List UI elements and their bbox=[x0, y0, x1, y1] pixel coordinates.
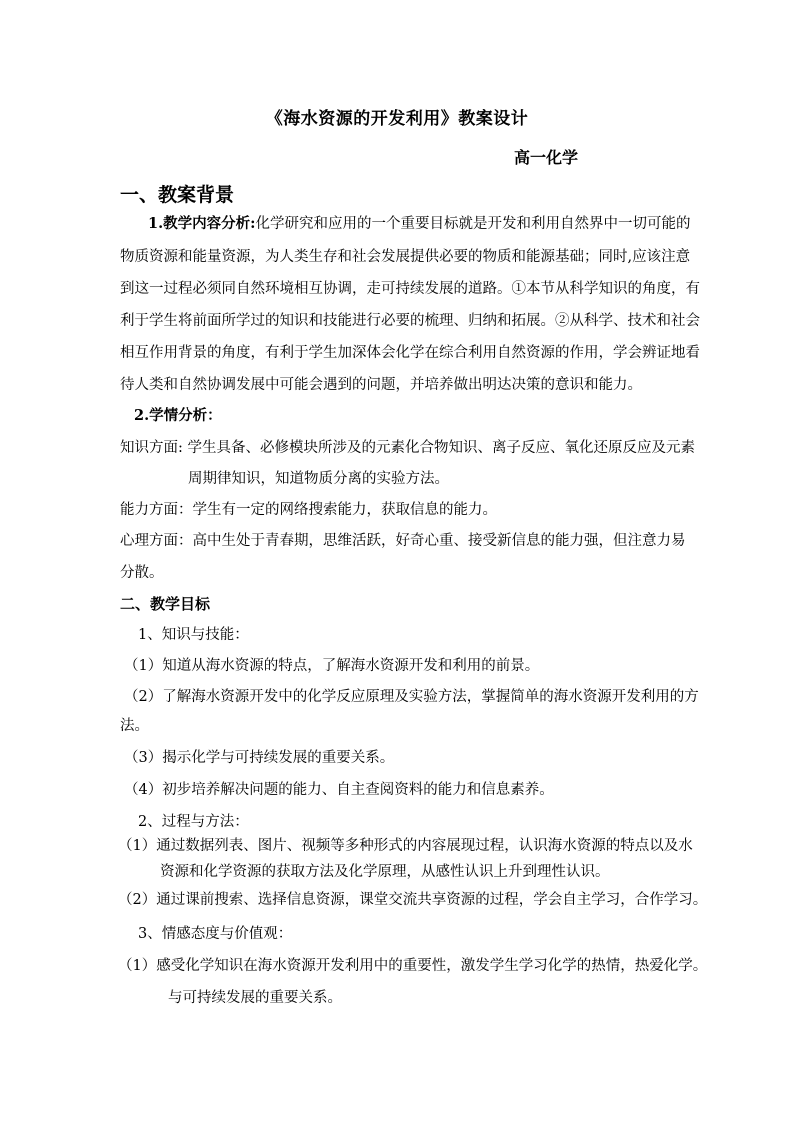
objective-item: （2）通过课前搜索、选择信息资源，课堂交流共享资源的过程，学会自主学习，合作学习。 bbox=[118, 892, 708, 908]
content-analysis-text: 化学研究和应用的一个重要目标就是开发和利用自然界中一切可能的 bbox=[255, 216, 691, 232]
paragraph-line: 物质资源和能量资源，为人类生存和社会发展提供必要的物质和能源基础；同时,应该注意 bbox=[120, 249, 691, 265]
objective-item: （3）揭示化学与可持续发展的重要关系。 bbox=[124, 750, 395, 766]
objective-item: 资源和化学资源的获取方法及化学原理，从感性认识上升到理性认识。 bbox=[160, 864, 610, 880]
paragraph-line: 到这一过程必须同自然环境相互协调，走可持续发展的道路。①本节从科学知识的角度，有 bbox=[120, 281, 700, 297]
objective-subheading-attitude: 3、情感态度与价值观： bbox=[138, 926, 293, 942]
objective-item: （1）感受化学知识在海水资源开发利用中的重要性，激发学生学习化学的热情，热爱化学。 bbox=[118, 958, 708, 974]
psychology-aspect-line: 分散。 bbox=[120, 565, 164, 581]
ability-aspect-line: 能力方面：学生有一定的网络搜索能力，获取信息的能力。 bbox=[120, 502, 497, 518]
objective-item: （1）通过数据列表、图片、视频等多种形式的内容展现过程，认识海水资源的特点以及水 bbox=[118, 838, 693, 854]
learner-analysis-label: 2.学情分析： bbox=[134, 407, 222, 424]
objective-item: （4）初步培养解决问题的能力、自主查阅资料的能力和信息素养。 bbox=[124, 782, 554, 798]
objective-subheading-knowledge: 1、知识与技能： bbox=[138, 627, 249, 643]
knowledge-aspect-line: 知识方面: 学生具备、必修模块所涉及的元素化合物知识、离子反应、氧化还原反应及元素 bbox=[120, 440, 695, 456]
objective-item: 与可持续发展的重要关系。 bbox=[168, 990, 342, 1006]
document-title: 《海水资源的开发利用》教案设计 bbox=[265, 109, 529, 129]
paragraph-line: 待人类和自然协调发展中可能会遇到的问题，并培养做出明达决策的意识和能力。 bbox=[120, 377, 642, 393]
objective-item: 法。 bbox=[120, 718, 149, 734]
content-analysis-paragraph-line bbox=[148, 214, 691, 234]
objective-subheading-process: 2、过程与方法： bbox=[138, 814, 249, 830]
section-heading-objectives: 二、教学目标 bbox=[120, 595, 211, 613]
content-analysis-label: 1.教学内容分析: bbox=[148, 215, 256, 232]
objective-item: （2）了解海水资源开发中的化学反应原理及实验方法，掌握简单的海水资源开发利用的方 bbox=[124, 689, 699, 705]
paragraph-line: 利于学生将前面所学过的知识和技能进行必要的梳理、归纳和拓展。②从科学、技术和社会 bbox=[120, 313, 700, 329]
section-heading-background: 一、教案背景 bbox=[120, 184, 235, 206]
document-subtitle: 高一化学 bbox=[514, 148, 579, 167]
psychology-aspect-line: 心理方面：高中生处于青春期，思维活跃，好奇心重、接受新信息的能力强，但注意力易 bbox=[120, 533, 686, 549]
paragraph-line: 相互作用背景的角度，有利于学生加深体会化学在综合利用自然资源的作用，学会辨证地看 bbox=[120, 345, 700, 361]
objective-item: （1）知道从海水资源的特点，了解海水资源开发和利用的前景。 bbox=[124, 658, 540, 674]
knowledge-aspect-line: 周期律知识，知道物质分离的实验方法。 bbox=[188, 471, 449, 487]
